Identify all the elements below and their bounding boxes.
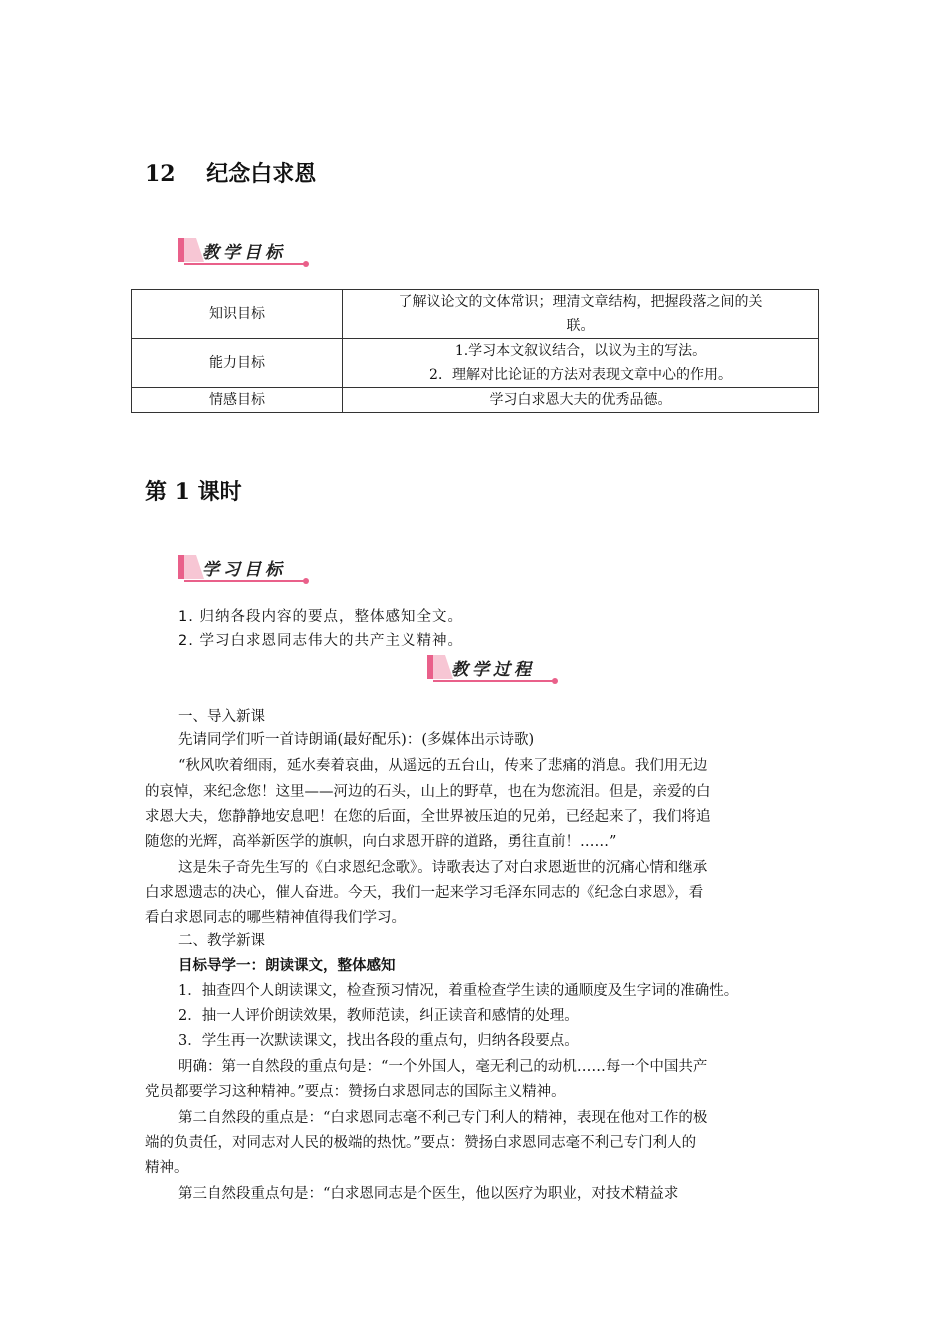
goal-line: 联。 [566,318,595,334]
teaching-process-banner [425,653,561,687]
subsection-heading: 目标导学一：朗读课文，整体感知 [178,958,396,974]
goal-label: 能力目标 [132,339,343,388]
banner-label: 学习目标 [202,560,286,580]
table-row [132,339,819,388]
paragraph-line: 随您的光辉，高举新医学的旗帜，向白求恩开辟的道路，勇往直前！……” [145,834,617,850]
paragraph-line: 2．抽一人评价朗读效果，教师范读，纠正读音和感情的处理。 [178,1008,579,1024]
paragraph-line: 1．抽查四个人朗读课文，检查预习情况，着重检查学生读的通顺度及生字词的准确性。 [178,983,739,999]
paragraph-line: 第二自然段的重点是：“白求恩同志毫不利己专门利人的精神，表现在他对工作的极 [178,1110,708,1126]
goal-line: 2．理解对比论证的方法对表现文章中心的作用。 [429,367,732,383]
title-text: 纪念白求恩 [206,161,317,187]
paragraph-line: 的哀悼，来纪念您！这里——河边的石头，山上的野草，也在为您流泪。但是，亲爱的白 [145,784,711,800]
paragraph-line: 第三自然段重点句是：“白求恩同志是个医生，他以医疗为职业，对技术精益求 [178,1186,679,1202]
paragraph-line: 看白求恩同志的哪些精神值得我们学习。 [145,910,406,926]
paragraph-line: 党员都要学习这种精神。”要点：赞扬白求恩同志的国际主义精神。 [145,1084,566,1100]
section-heading: 二、教学新课 [178,933,265,949]
goal-label: 知识目标 [132,290,343,339]
paragraph-line: 端的负责任，对同志对人民的极端的热忱。”要点：赞扬白求恩同志毫不利己专门利人的 [145,1135,697,1151]
title-number: 12 [145,161,176,187]
list-item: 1. 归纳各段内容的要点，整体感知全文。 [178,609,463,625]
goals-table [131,289,819,413]
list-item: 2. 学习白求恩同志伟大的共产主义精神。 [178,633,463,649]
learning-goals-banner [176,553,312,587]
paragraph-line: 白求恩遗志的决心，催人奋进。今天，我们一起来学习毛泽东同志的《纪念白求恩》，看 [145,885,704,901]
banner-label: 教学过程 [451,660,535,680]
section-heading: 一、导入新课 [178,709,265,725]
paragraph-line: 求恩大夫，您静静地安息吧！在您的后面，全世界被压迫的兄弟，已经起来了，我们将追 [145,809,711,825]
lesson-heading: 第 1 课时 [145,479,242,505]
lesson-number-title [145,157,316,188]
goal-line: 1.学习本文叙议结合，以议为主的写法。 [454,343,707,359]
goal-label: 情感目标 [132,388,343,413]
paragraph-line: 先请同学们听一首诗朗诵(最好配乐)：(多媒体出示诗歌) [178,732,535,748]
teaching-goals-banner [176,236,312,270]
goal-line: 学习白求恩大夫的优秀品德。 [489,392,672,408]
paragraph-line: 明确：第一自然段的重点句是：“一个外国人，毫无利己的动机……每一个中国共产 [178,1059,708,1075]
goal-line: 了解议论文的文体常识；理清文章结构，把握段落之间的关 [398,294,763,310]
paragraph-line: 精神。 [145,1160,189,1176]
table-row [132,290,819,339]
banner-label: 教学目标 [202,243,286,263]
table-row [132,388,819,413]
goal-content [343,388,819,413]
goal-content [343,290,819,339]
paragraph-line: 这是朱子奇先生写的《白求恩纪念歌》。诗歌表达了对白求恩逝世的沉痛心情和继承 [178,860,708,876]
goal-content [343,339,819,388]
paragraph-line: “秋风吹着细雨，延水奏着哀曲，从遥远的五台山，传来了悲痛的消息。我们用无边 [178,758,708,774]
paragraph-line: 3．学生再一次默读课文，找出各段的重点句，归纳各段要点。 [178,1033,579,1049]
